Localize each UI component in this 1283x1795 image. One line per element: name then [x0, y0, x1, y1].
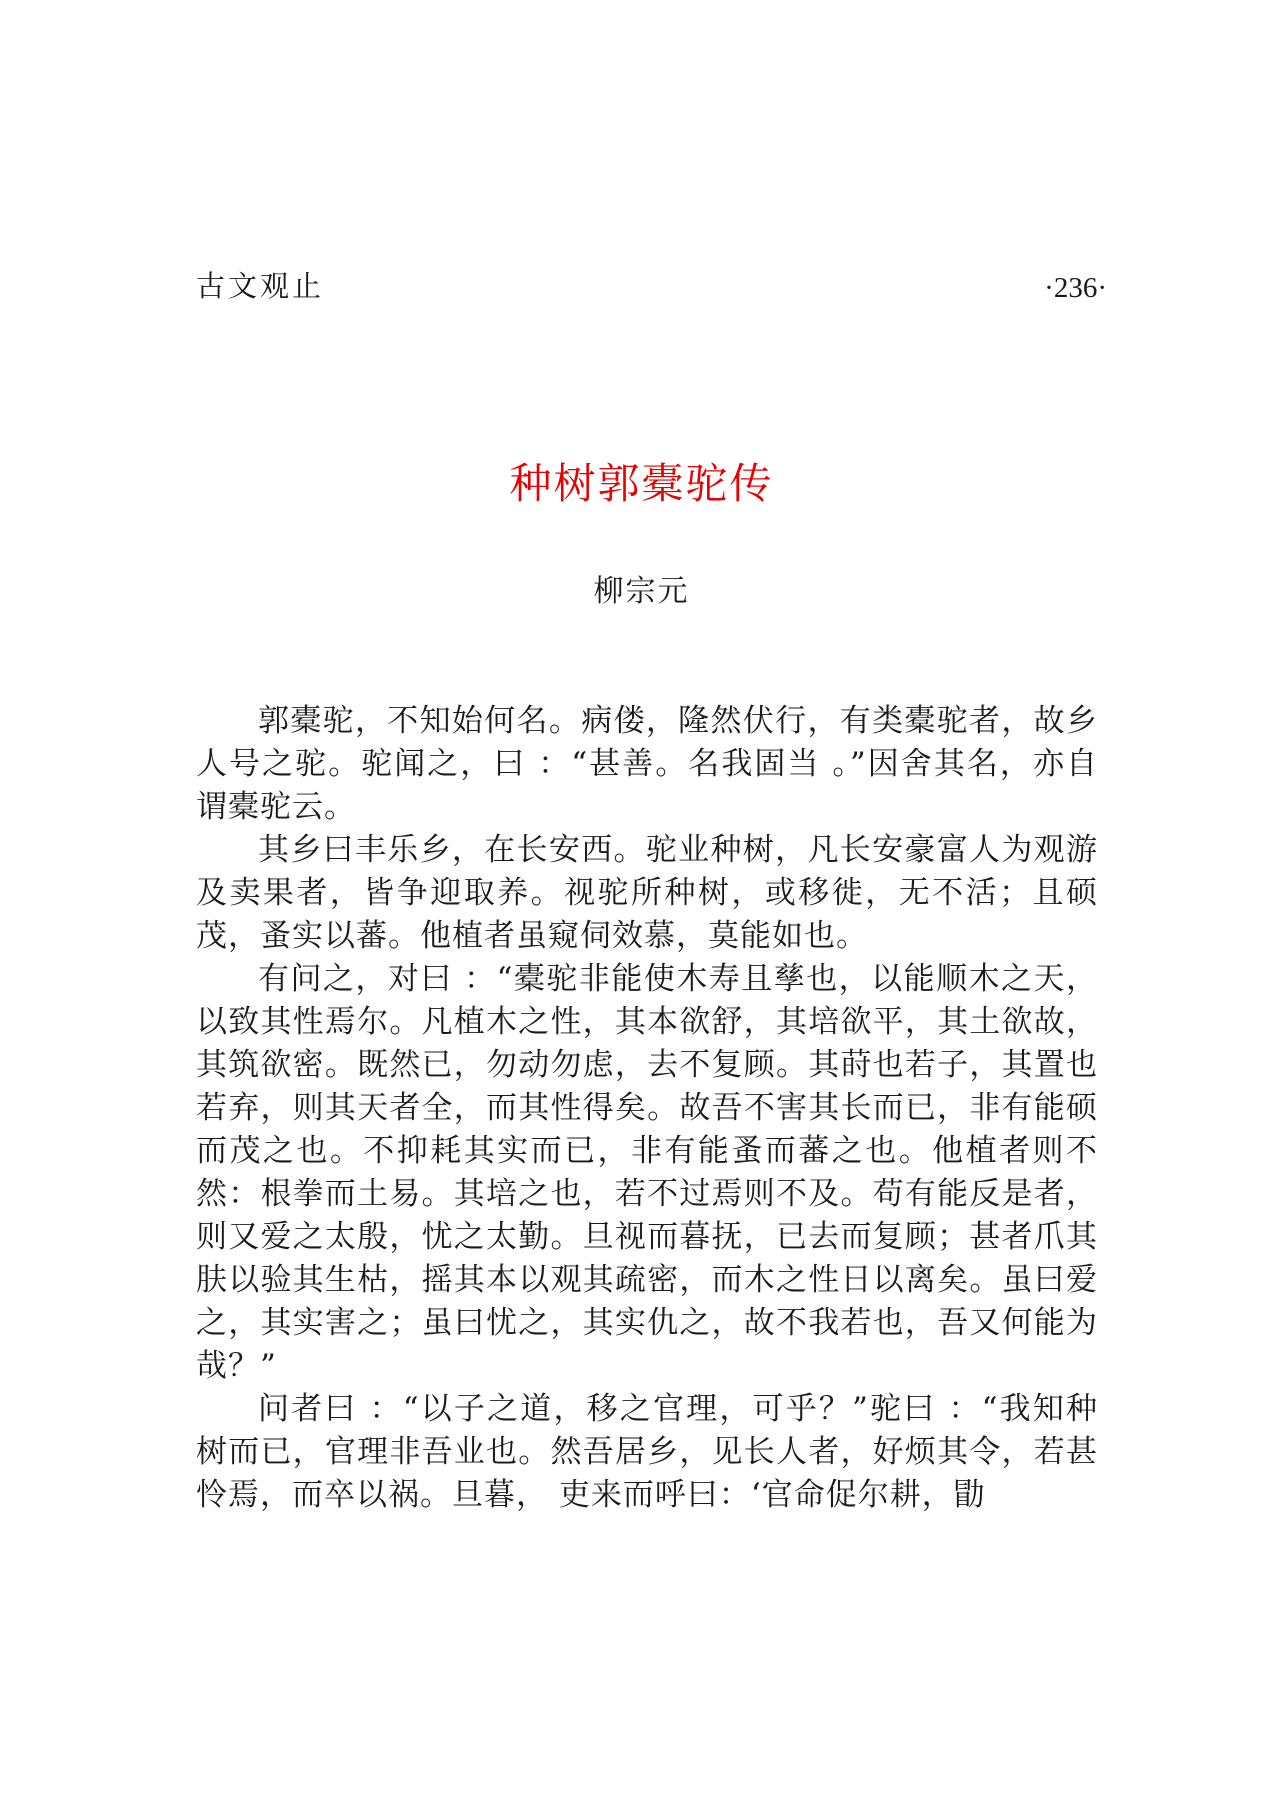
paragraph: 问者曰 ：“以子之道，移之官理，可乎？”驼曰 ：“我知种树而已，官理非吾业也。然吾居乡，见长人者，好烦其令，若甚怜焉，而卒以祸。旦暮， 吏来而呼曰：‘官命促尔耕，勖 [196, 1391, 1098, 1513]
page-number: ·236· [1044, 272, 1107, 304]
article-body [196, 700, 1098, 1517]
article-title: 种树郭橐驼传 [509, 459, 774, 508]
running-head-book-title: 古文观止 [196, 269, 325, 303]
article-author: 柳宗元 [593, 574, 690, 609]
paragraph: 有问之，对曰 ：“橐驼非能使木寿且孳也，以能顺木之天，以致其性焉尔。凡植木之性，其本欲舒，其培欲平，其土欲故，其筑欲密。既然已，勿动勿虑，去不复顾。其莳也若子，其置也若弃，则其天者全，而其性得矣。故吾不害其长而已，非有能硕而茂之也。不抑耗其实而已，非有能蚤而蕃之也。他植者则不然：根拳而土易。其培之也，若不过焉则不及。苟有能反是者，则又爱之太殷，忧之太勤。旦视而暮抚，已去而复顾；甚者爪其肤以验其生枯，摇其本以观其疏密，而木之性日以离矣。虽曰爱之，其实害之；虽曰忧之，其实仇之，故不我若也，吾又何能为哉？” [196, 961, 1098, 1384]
paragraph: 其乡曰丰乐乡，在长安西。驼业种树，凡长安豪富人为观游及卖果者，皆争迎取养。视驼所种树，或移徙，无不活；且硕茂，蚤实以蕃。他植者虽窥伺效慕，莫能如也。 [196, 832, 1098, 954]
paragraph: 郭橐驼，不知始何名。病偻，隆然伏行，有类橐驼者，故乡人号之驼。驼闻之，曰 ：“甚善。名我固当 。”因舍其名，亦自谓橐驼云。 [196, 703, 1098, 825]
